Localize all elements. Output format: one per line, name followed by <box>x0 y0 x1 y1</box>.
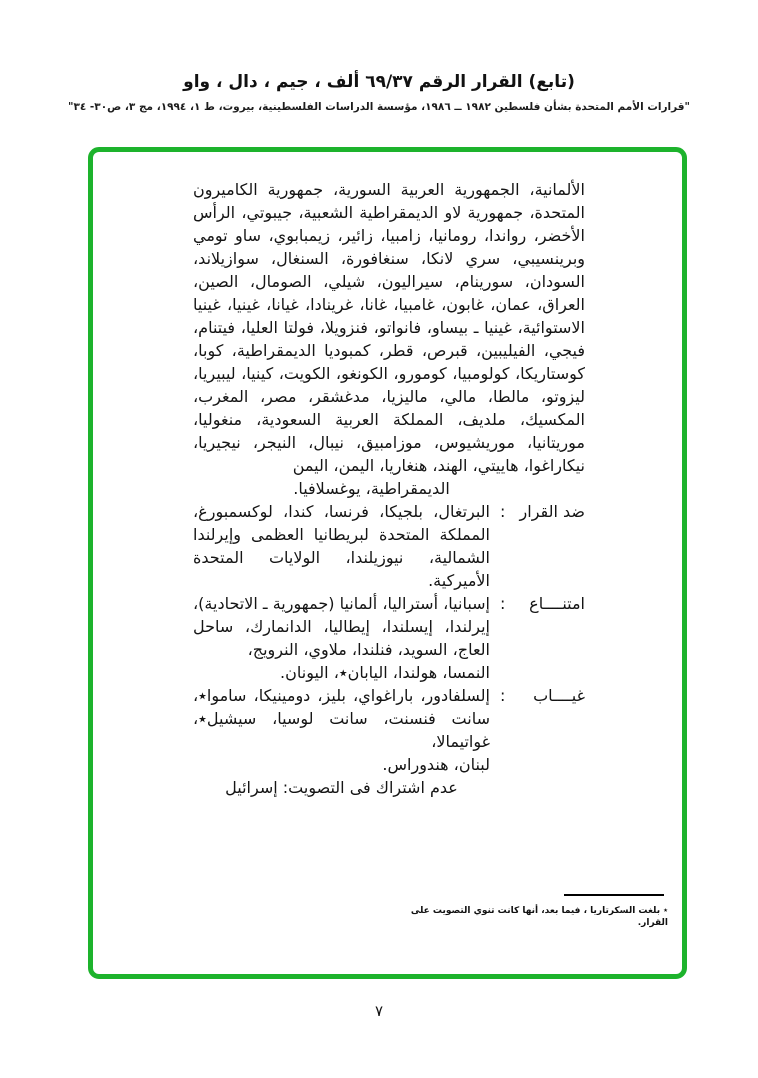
footnote-rule <box>564 894 664 896</box>
abstention-country-list-main: إسبانيا، أستراليا، ألمانيا (جمهورية ـ الاتحادية)، إيرلندا، إيسلندا، إيطاليا، الدانمارك، ساحل العاج، السويد، فنلندا، ملاوي، النرويج، <box>193 594 490 659</box>
absence-block <box>193 684 585 776</box>
against-block <box>193 500 585 592</box>
against-colon: : <box>500 502 506 521</box>
in-favor-country-list: الألمانية، الجمهورية العربية السورية، جمهورية الكاميرون المتحدة، جمهورية لاو الديمقراطية الشعبية، جيبوتي، الرأس الأخضر، رواندا، رومانيا، زامبيا، زائير، زيمبابوي، ساو تومي وبرينسيبي، سري لانكا، سنغافورة، السنغال، سوازيلاند، السودان، سورينام، سيراليون، شيلي، الصومال، الصين، العراق، عمان، غابون، غامبيا، غانا، غرينادا، غيانا، غينيا، غينيا الاستوائية، غينيا ـ بيساو، فانواتو، فنزويلا، فولتا العليا، فيتنام، فيجي، الفيليبين، قبرص، قطر، كمبوديا الديمقراطية، كوبا، كوستاريكا، كولومبيا، كومورو، الكونغو، الكويت، كينيا، ليبيريا، ليزوتو، مالطا، مالي، ماليزيا، مدغشقر، مصر، المغرب، المكسيك، ملديف، المملكة العربية السعودية، منغوليا، موريتانيا، موريشيوس، موزامبيق، نيبال، النيجر، نيجيريا، نيكاراغوا، هاييتي، الهند، هنغاريا، اليمن، اليمن <box>193 180 585 475</box>
against-label-text: ضد القرار <box>519 502 585 521</box>
absence-tail-line: لبنان، هندوراس. <box>382 755 490 774</box>
in-favor-tail-line: الديمقراطية، يوغسلافيا. <box>293 479 450 498</box>
against-country-list: البرتغال، بلجيكا، فرنسا، كندا، لوكسمبورغ، المملكة المتحدة لبريطانيا العظمى وإيرلندا الشمالية، نيوزيلندا، الولايات المتحدة الأميركية. <box>193 502 490 590</box>
abstention-label <box>490 592 585 684</box>
voting-record <box>193 178 585 799</box>
footnote-area <box>383 894 668 929</box>
absence-colon: : <box>500 686 506 705</box>
absence-label-text: غيــــاب <box>533 686 585 705</box>
no-participation-line: عدم اشتراك فى التصويت: إسرائيل <box>225 778 458 797</box>
footnote <box>383 905 668 929</box>
green-content-frame <box>88 147 687 979</box>
abstention-tail-line: النمسا، هولندا، اليابان٭، اليونان. <box>280 663 490 682</box>
abstention-label-text: امتنــــاع <box>529 594 585 613</box>
footnote-asterisk-marker: ٭ <box>663 906 668 916</box>
absence-country-list <box>193 684 490 776</box>
abstention-colon: : <box>500 594 506 613</box>
page-title: (تابع) القرار الرقم ٦٩/٣٧ ألف ، جيم ، دال ، واو <box>183 72 575 92</box>
page-number: ٧ <box>374 1002 384 1020</box>
page-header <box>0 72 758 113</box>
source-citation-line: "قرارات الأمم المتحدة بشأن فلسطين ١٩٨٢ ــ ١٩٨٦، مؤسسة الدراسات الفلسطينية، بيروت، ط ١، ١٩٩٤، مج ٣، ص٣٠- ٣٤" <box>67 101 691 113</box>
against-label <box>490 500 585 592</box>
abstention-block <box>193 592 585 684</box>
absence-country-list-main: إلسلفادور، باراغواي، بليز، دومينيكا، ساموا٭، سانت فنسنت، سانت لوسيا، سيشيل٭، غواتيمالا، <box>193 686 490 751</box>
absence-label <box>490 684 585 776</box>
footnote-text: بلغت السكرتاريا ، فيما بعد، أنها كانت تنوي التصويت على القرار. <box>410 906 668 928</box>
abstention-country-list <box>193 592 490 684</box>
